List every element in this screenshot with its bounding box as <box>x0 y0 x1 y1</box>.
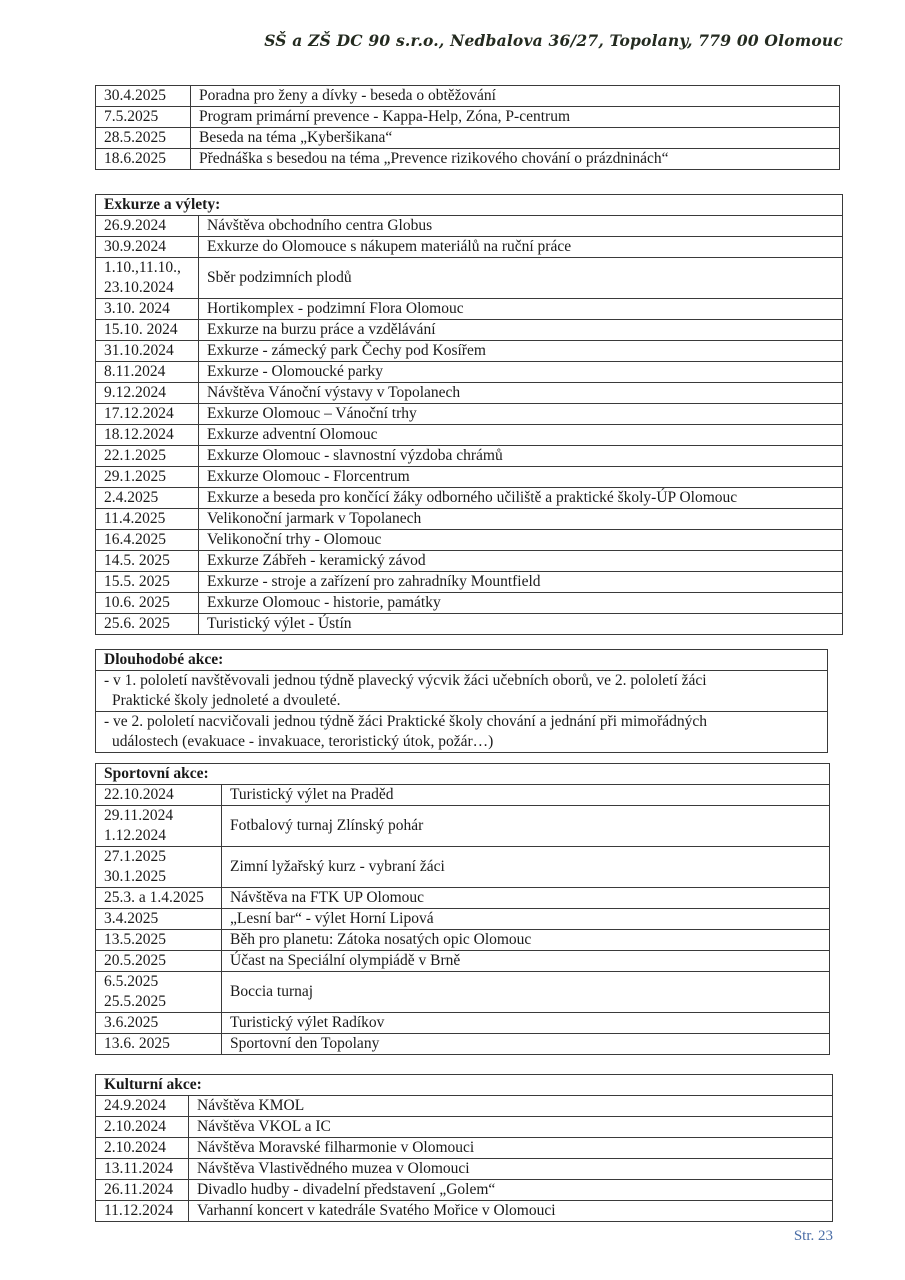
date-cell <box>96 930 222 951</box>
date-line: 25.3. a 1.4.2025 <box>104 889 204 906</box>
event-cell: Běh pro planetu: Zátoka nosatých opic Olomouc <box>222 930 830 951</box>
table-row <box>96 671 828 712</box>
date-line: 2.10.2024 <box>104 1139 166 1156</box>
table-row <box>96 1034 830 1055</box>
date-line: 10.6. 2025 <box>104 594 170 611</box>
date-cell <box>96 509 199 530</box>
table-row <box>96 425 843 446</box>
table-row <box>96 572 843 593</box>
cultural-events-rows <box>96 1075 833 1222</box>
table-row <box>96 930 830 951</box>
date-line: 8.11.2024 <box>104 363 166 380</box>
event-cell: Turistický výlet Radíkov <box>222 1013 830 1034</box>
date-line: 11.4.2025 <box>104 510 166 527</box>
page-number: Str. 23 <box>793 1228 833 1244</box>
section-title: Exkurze a výlety: <box>96 195 843 216</box>
date-line: 11.12.2024 <box>104 1202 174 1219</box>
date-line: 25.6. 2025 <box>104 615 170 632</box>
date-cell <box>96 488 199 509</box>
event-text-line: událostech (evakuace - invakuace, teroristický útok, požár…) <box>112 733 494 750</box>
event-cell: Exkurze Olomouc - Florcentrum <box>199 467 843 488</box>
date-cell <box>96 1117 189 1138</box>
date-line: 18.6.2025 <box>104 150 166 167</box>
date-cell <box>96 425 199 446</box>
event-cell: Boccia turnaj <box>222 972 830 1013</box>
date-cell <box>96 888 222 909</box>
event-cell: Přednáška s besedou na téma „Prevence rizikového chování o prázdninách“ <box>191 149 840 170</box>
date-cell <box>96 1201 189 1222</box>
table-row <box>96 341 843 362</box>
event-text-line: Praktické školy jednoleté a dvouleté. <box>112 692 341 709</box>
date-line: 13.6. 2025 <box>104 1035 170 1052</box>
table-row <box>96 909 830 930</box>
date-cell <box>96 530 199 551</box>
table-row <box>96 299 843 320</box>
table-row <box>96 258 843 299</box>
event-cell: Návštěva KMOL <box>189 1096 833 1117</box>
date-cell <box>96 1096 189 1117</box>
event-cell: Účast na Speciální olympiádě v Brně <box>222 951 830 972</box>
date-cell <box>96 1138 189 1159</box>
cultural-events-table <box>95 1074 833 1222</box>
sports-events-table <box>95 763 830 1055</box>
date-line: 3.4.2025 <box>104 910 159 927</box>
event-cell: Návštěva Vánoční výstavy v Topolanech <box>199 383 843 404</box>
date-line: 15.5. 2025 <box>104 573 170 590</box>
document-body <box>95 85 843 1222</box>
date-line: 23.10.2024 <box>104 279 174 296</box>
document-header <box>95 31 843 50</box>
table-row <box>96 972 830 1013</box>
date-cell <box>96 299 199 320</box>
date-line: 22.1.2025 <box>104 447 166 464</box>
date-cell <box>96 806 222 847</box>
table-row <box>96 362 843 383</box>
date-cell <box>96 951 222 972</box>
event-cell: Program primární prevence - Kappa-Help, Zóna, P-centrum <box>191 107 840 128</box>
table-row <box>96 1201 833 1222</box>
table-row <box>96 614 843 635</box>
event-cell: Velikonoční jarmark v Topolanech <box>199 509 843 530</box>
date-line: 31.10.2024 <box>104 342 174 359</box>
event-cell: Exkurze Olomouc – Vánoční trhy <box>199 404 843 425</box>
prevention-events-rows <box>96 86 840 170</box>
long-term-event-cell <box>96 712 828 753</box>
event-cell: Exkurze Zábřeh - keramický závod <box>199 551 843 572</box>
table-row <box>96 1159 833 1180</box>
date-cell <box>96 909 222 930</box>
date-line: 2.10.2024 <box>104 1118 166 1135</box>
sports-events-rows <box>96 764 830 1055</box>
date-cell <box>96 149 191 170</box>
table-row <box>96 216 843 237</box>
event-cell: Exkurze a beseda pro končící žáky odborného učiliště a praktické školy-ÚP Olomouc <box>199 488 843 509</box>
table-row <box>96 847 830 888</box>
date-cell <box>96 216 199 237</box>
event-cell: Turistický výlet - Ústín <box>199 614 843 635</box>
date-cell <box>96 341 199 362</box>
event-cell: Velikonoční trhy - Olomouc <box>199 530 843 551</box>
date-line: 15.10. 2024 <box>104 321 178 338</box>
date-cell <box>96 86 191 107</box>
date-cell <box>96 320 199 341</box>
date-line: 1.12.2024 <box>104 827 166 844</box>
date-cell <box>96 362 199 383</box>
section-title-row <box>96 764 830 785</box>
section-title: Kulturní akce: <box>96 1075 833 1096</box>
event-cell: Beseda na téma „Kyberšikana“ <box>191 128 840 149</box>
excursions-table <box>95 194 843 635</box>
section-title-row <box>96 195 843 216</box>
date-cell <box>96 446 199 467</box>
date-line: 16.4.2025 <box>104 531 166 548</box>
date-line: 30.4.2025 <box>104 87 166 104</box>
date-line: 26.11.2024 <box>104 1181 174 1198</box>
table-row <box>96 404 843 425</box>
event-cell: Exkurze - zámecký park Čechy pod Kosířem <box>199 341 843 362</box>
date-line: 9.12.2024 <box>104 384 166 401</box>
date-line: 2.4.2025 <box>104 489 159 506</box>
date-cell <box>96 972 222 1013</box>
table-row <box>96 509 843 530</box>
event-cell: Návštěva obchodního centra Globus <box>199 216 843 237</box>
date-line: 24.9.2024 <box>104 1097 166 1114</box>
event-cell: Exkurze - stroje a zařízení pro zahradníky Mountfield <box>199 572 843 593</box>
table-row <box>96 383 843 404</box>
section-title-row <box>96 1075 833 1096</box>
event-cell: Návštěva VKOL a IC <box>189 1117 833 1138</box>
section-title-row <box>96 650 828 671</box>
table-row <box>96 593 843 614</box>
event-cell: Poradna pro ženy a dívky - beseda o obtěžování <box>191 86 840 107</box>
date-cell <box>96 467 199 488</box>
date-cell <box>96 785 222 806</box>
event-cell: Zimní lyžařský kurz - vybraní žáci <box>222 847 830 888</box>
date-line: 30.1.2025 <box>104 868 166 885</box>
event-text-line: - v 1. pololetí navštěvovali jednou týdně plavecký výcvik žáci učebních oborů, ve 2. pololetí žáci <box>104 672 707 689</box>
table-row <box>96 446 843 467</box>
date-cell <box>96 572 199 593</box>
table-row <box>96 888 830 909</box>
date-line: 18.12.2024 <box>104 426 174 443</box>
section-title: Dlouhodobé akce: <box>96 650 828 671</box>
prevention-events-table <box>95 85 840 170</box>
table-row <box>96 128 840 149</box>
date-cell <box>96 551 199 572</box>
date-cell <box>96 847 222 888</box>
date-cell <box>96 1180 189 1201</box>
date-line: 13.5.2025 <box>104 931 166 948</box>
date-line: 27.1.2025 <box>104 848 166 865</box>
event-text-line: - ve 2. pololetí nacvičovali jednou týdně žáci Praktické školy chování a jednání při mimořádných <box>104 713 708 730</box>
date-cell <box>96 614 199 635</box>
date-line: 14.5. 2025 <box>104 552 170 569</box>
date-cell <box>96 237 199 258</box>
table-row <box>96 785 830 806</box>
event-cell: Turistický výlet na Praděd <box>222 785 830 806</box>
event-cell: Sběr podzimních plodů <box>199 258 843 299</box>
event-cell: Divadlo hudby - divadelní představení „Golem“ <box>189 1180 833 1201</box>
school-address-text: SŠ a ZŠ DC 90 s.r.o., Nedbalova 36/27, Topolany, 779 00 Olomouc <box>264 31 843 50</box>
date-line: 30.9.2024 <box>104 238 166 255</box>
date-line: 1.10.,11.10., <box>104 259 181 276</box>
event-cell: Varhanní koncert v katedrále Svatého Mořice v Olomouci <box>189 1201 833 1222</box>
date-cell <box>96 593 199 614</box>
event-cell: Návštěva na FTK UP Olomouc <box>222 888 830 909</box>
date-cell <box>96 258 199 299</box>
long-term-events-rows <box>96 650 828 753</box>
date-cell <box>96 1013 222 1034</box>
event-cell: Návštěva Moravské filharmonie v Olomouci <box>189 1138 833 1159</box>
event-cell: „Lesní bar“ - výlet Horní Lipová <box>222 909 830 930</box>
event-cell: Hortikomplex - podzimní Flora Olomouc <box>199 299 843 320</box>
excursions-rows <box>96 195 843 635</box>
table-row <box>96 320 843 341</box>
date-cell <box>96 107 191 128</box>
date-line: 13.11.2024 <box>104 1160 174 1177</box>
date-line: 3.10. 2024 <box>104 300 170 317</box>
date-line: 17.12.2024 <box>104 405 174 422</box>
table-row <box>96 530 843 551</box>
table-row <box>96 1117 833 1138</box>
event-cell: Exkurze Olomouc - historie, památky <box>199 593 843 614</box>
date-line: 29.1.2025 <box>104 468 166 485</box>
date-line: 20.5.2025 <box>104 952 166 969</box>
date-line: 28.5.2025 <box>104 129 166 146</box>
table-row <box>96 806 830 847</box>
date-line: 6.5.2025 <box>104 973 159 990</box>
date-line: 7.5.2025 <box>104 108 159 125</box>
table-row <box>96 1138 833 1159</box>
table-row <box>96 551 843 572</box>
table-row <box>96 86 840 107</box>
table-row <box>96 107 840 128</box>
event-cell: Sportovní den Topolany <box>222 1034 830 1055</box>
table-row <box>96 951 830 972</box>
long-term-event-cell <box>96 671 828 712</box>
table-row <box>96 1013 830 1034</box>
date-line: 22.10.2024 <box>104 786 174 803</box>
date-line: 26.9.2024 <box>104 217 166 234</box>
date-line: 29.11.2024 <box>104 807 174 824</box>
date-cell <box>96 1159 189 1180</box>
section-title: Sportovní akce: <box>96 764 830 785</box>
long-term-events-table <box>95 649 828 753</box>
event-cell: Exkurze do Olomouce s nákupem materiálů na ruční práce <box>199 237 843 258</box>
table-row <box>96 712 828 753</box>
table-row <box>96 1096 833 1117</box>
date-cell <box>96 383 199 404</box>
event-cell: Návštěva Vlastivědného muzea v Olomouci <box>189 1159 833 1180</box>
event-cell: Exkurze adventní Olomouc <box>199 425 843 446</box>
event-cell: Fotbalový turnaj Zlínský pohár <box>222 806 830 847</box>
date-cell <box>96 128 191 149</box>
table-row <box>96 1180 833 1201</box>
table-row <box>96 149 840 170</box>
date-line: 3.6.2025 <box>104 1014 159 1031</box>
event-cell: Exkurze na burzu práce a vzdělávání <box>199 320 843 341</box>
table-row <box>96 467 843 488</box>
event-cell: Exkurze Olomouc - slavnostní výzdoba chrámů <box>199 446 843 467</box>
event-cell: Exkurze - Olomoucké parky <box>199 362 843 383</box>
date-cell <box>96 1034 222 1055</box>
date-cell <box>96 404 199 425</box>
date-line: 25.5.2025 <box>104 993 166 1010</box>
table-row <box>96 237 843 258</box>
table-row <box>96 488 843 509</box>
